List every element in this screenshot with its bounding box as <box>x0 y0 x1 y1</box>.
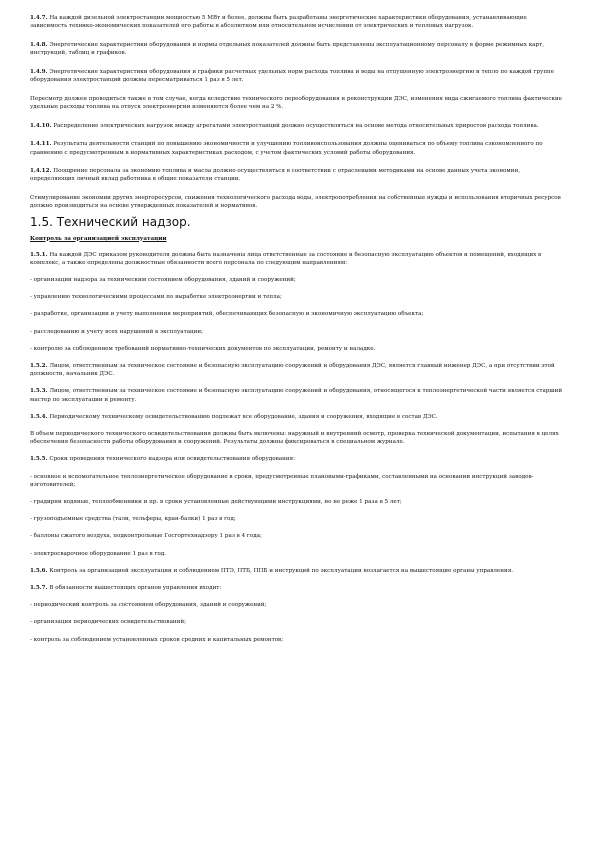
paragraph-text: - контроль за соблюдением установленных сроков средних и капитальных ремонтов; <box>30 636 284 643</box>
paragraph <box>30 455 565 463</box>
paragraph-text: Лицом, ответственным за техническое состояние и безопасную эксплуатацию сооружений и оборудования ДЭС, является главный инженер ДЭС, а при отсутствии этой должности, начальник ДЭС. <box>30 362 555 378</box>
paragraph-text: - расследованию и учету всех нарушений в эксплуатации; <box>30 328 203 335</box>
paragraph <box>30 14 565 30</box>
section-title: 1.5. Технический надзор. <box>30 214 191 229</box>
paragraph-text: - градирни водяные, теплообменники и пр. в сроки установленные действующими инструкциями, но не реже 1 раза в 5 лет; <box>30 499 402 505</box>
paragraph <box>30 251 565 267</box>
paragraph-text: - баллоны сжатого воздуха, подконтрольные Госгортехнадзору 1 раз в 4 года; <box>30 533 262 540</box>
paragraph-text: В обязанности вышестоящих органов управления входит: <box>49 585 222 592</box>
paragraph-text: Энергетические характеристики оборудования и графики расчетных удельных норм расхода топлива и воды на отпущенную электроэнергию и тепло по каждой группе оборудования электростанций должны пересматриваться 1 раз в 5 лет. <box>30 68 555 84</box>
clause-number: 1.4.7. <box>30 15 48 21</box>
paragraph-text: - разработке, организации и учету выполнения мероприятий, обеспечивающих безопасную и экономичную эксплуатацию объекта; <box>30 311 424 318</box>
paragraph-text: Результаты деятельности станций по повышению экономичности и улучшению топливоиспользования должны оцениваться по объему топлива сэкономленного по сравнению с предусмотренным в нормативных характеристиках расходом, с учетом фактических условий работы оборудования. <box>30 141 543 156</box>
paragraph-text: Распределение электрических нагрузок между агрегатами электростанций должно осуществляться на основе метода относительных приростов расхода топлива. <box>53 122 539 129</box>
paragraph-text: В объем периодического технического освидетельствования должны быть включены: наружный и внутренний осмотр, проверка технической документации, испытания в целях обеспечения безопасности работы оборудования и сооружений. Результаты должны фиксироваться в специальном журнале. <box>30 430 559 446</box>
paragraph <box>30 362 565 378</box>
paragraph <box>30 567 565 575</box>
paragraph-text: На каждой дизельной электростанции мощностью 5 МВт и более, должны быть разработаны энергетические характеристики оборудования, устанавливающие зависимость технико-экономических показателей его работы в абсолютном или относительном исчислении от электрических и тепловых нагрузок. <box>30 15 527 30</box>
paragraph-text: - грузоподъемные средства (тали, тельферы, кран-балки) 1 раз в год; <box>30 516 236 523</box>
paragraph <box>30 473 565 489</box>
paragraph-text: - основное и вспомогательное теплоэнергетическое оборудование в сроки, предусмотренные плановыми-графиками, составленными на основании инструкций заводов-изготовителей; <box>30 473 534 488</box>
paragraph <box>30 636 565 644</box>
paragraphs-top <box>30 14 565 211</box>
paragraph <box>30 550 565 558</box>
clause-number: 1.4.12. <box>30 168 52 175</box>
paragraph-text: - организация периодических освидетельствований; <box>30 619 186 626</box>
paragraph-text: Контроль за организацией эксплуатации и соблюдением ПТЭ, ПТБ, ППБ и инструкций по эксплуатации возлагается на вышестоящие органы управления. <box>49 567 514 574</box>
paragraph <box>30 41 565 57</box>
paragraph <box>30 430 565 446</box>
paragraph-text: - контролю за соблюдением требований нормативно-технических документов по эксплуатации, ремонту и наладке. <box>30 345 376 352</box>
clause-number: 1.5.2. <box>30 362 48 369</box>
clause-number: 1.4.8. <box>30 41 48 48</box>
paragraph-text: Периодическому техническому освидетельствованию подлежат все оборудование, здания и сооружения, входящие в состав ДЭС. <box>49 413 438 420</box>
clause-number: 1.5.7. <box>30 585 48 592</box>
paragraph <box>30 345 565 353</box>
paragraph <box>30 140 565 156</box>
clause-number: 1.4.9. <box>30 68 48 75</box>
paragraph-text: Энергетические характеристики оборудования и нормы отдельных показателей должны быть представлены эксплуатационному персоналу в форме режимных карт, инструкций, таблиц и графиков. <box>30 41 544 57</box>
paragraph-text: Поощрение персонала за экономию топлива и масла должно осуществляться в соответствии с отраслевыми методиками на основе данных учета экономии, определяющих личный вклад работника в общие показатели станции. <box>30 168 521 183</box>
paragraph-text: Сроки проведения технического надзора или освидетельствования оборудования: <box>49 456 295 463</box>
paragraph <box>30 584 565 592</box>
paragraph <box>30 498 565 506</box>
paragraph-text: - организации надзора за техническим состоянием оборудования, зданий и сооружений; <box>30 276 296 283</box>
paragraph-text: Стимулирование экономии других энергоресурсов, снижения технологического расхода воды, электропотребления на собственные нужды и использования вторичных ресурсов должно производиться на основе утвержденных показателей и нормативов. <box>30 195 561 210</box>
clause-number: 1.5.5. <box>30 456 48 463</box>
paragraph <box>30 95 565 111</box>
paragraph <box>30 515 565 523</box>
clause-number: 1.5.3. <box>30 388 48 395</box>
paragraph <box>30 601 565 609</box>
paragraph <box>30 310 565 318</box>
clause-number: 1.4.10. <box>30 122 52 129</box>
paragraph-text: - периодический контроль за состоянием оборудования, зданий и сооружений; <box>30 602 267 609</box>
paragraph <box>30 68 565 84</box>
clause-number: 1.5.1. <box>30 251 48 258</box>
paragraph <box>30 122 565 130</box>
paragraph <box>30 293 565 301</box>
paragraph <box>30 328 565 336</box>
paragraph <box>30 387 565 403</box>
paragraph <box>30 618 565 626</box>
clause-number: 1.4.11. <box>30 141 52 148</box>
clause-number: 1.5.4. <box>30 413 48 420</box>
paragraph <box>30 413 565 421</box>
paragraph <box>30 167 565 183</box>
paragraph-text: На каждой ДЭС приказом руководителя должны быть назначены лица ответственные за состояние и безопасную эксплуатацию объектов и помещений, входящих в комплекс, а также определены должностные обязанности всего персонала по следующим направлениям: <box>30 251 542 266</box>
paragraph-text: Лицом, ответственным за техническое состояние и безопасную эксплуатацию сооружений и оборудования, относящегося к теплоэнергетической части является старший мастер по эксплуатации и ремонту. <box>30 388 563 403</box>
paragraph-text: - управлению технологическими процессами по выработке электроэнергии и тепла; <box>30 294 282 301</box>
clause-number: 1.5.6. <box>30 567 48 574</box>
paragraph <box>30 532 565 540</box>
subheading: Контроль за организацией эксплуатации <box>30 235 167 242</box>
paragraph <box>30 194 565 210</box>
paragraph-text: - электросварочное оборудование 1 раз в год. <box>30 550 166 557</box>
paragraph <box>30 276 565 284</box>
paragraph-text: Пересмотр должен проводиться также в том случае, когда вследствие технического переоборудования и реконструкции ДЭС, изменения вида сжигаемого топлива фактические удельные расходы топлива на отпуск электроэнергии изменяются более чем на 2 %. <box>30 95 562 110</box>
paragraphs-bottom <box>30 251 565 644</box>
